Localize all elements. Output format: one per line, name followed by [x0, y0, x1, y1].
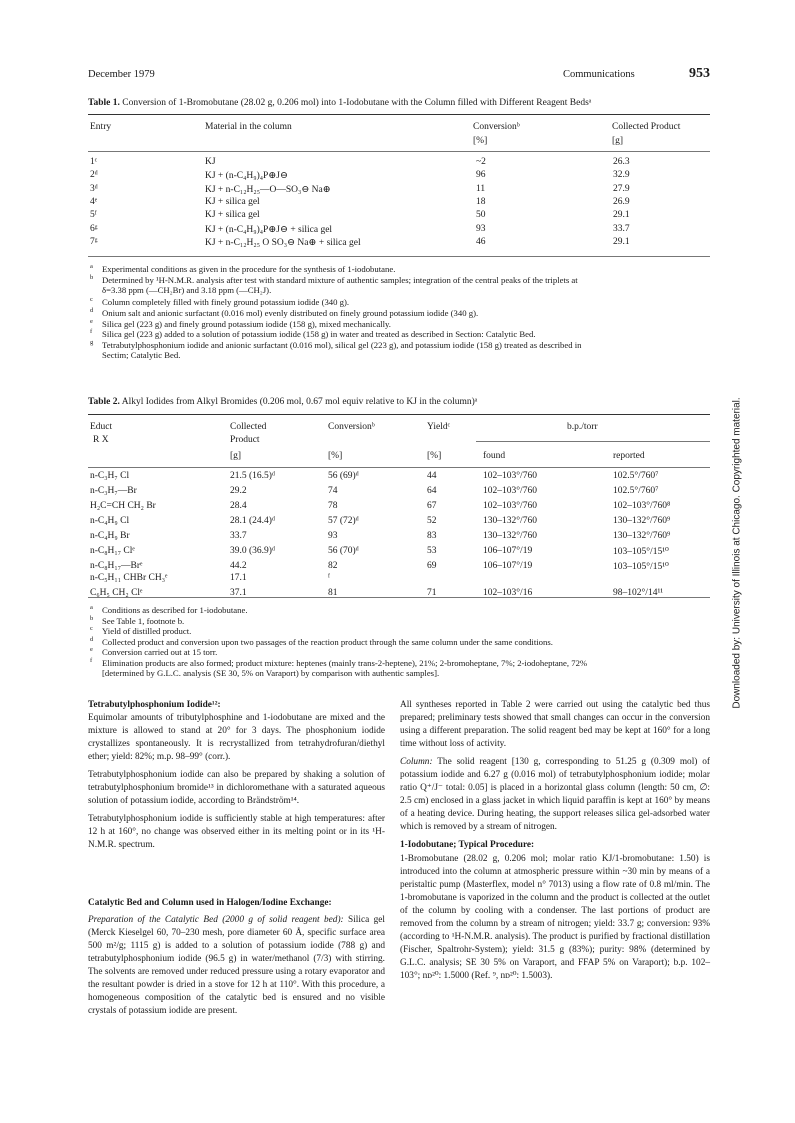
table1-cell-material: KJ + n-C₁₂H₂₅—O—SO₃⊖ Na⊕ [205, 184, 331, 195]
table2-footnote [90, 646, 217, 657]
footnote-text: Conditions as described for 1-iodobutane. [102, 604, 248, 615]
table1-cell-entry: 4ᵉ [90, 196, 98, 207]
footnote-text: Yield of distilled product. [102, 626, 192, 637]
footnote-mark: a [90, 604, 93, 611]
table2-cell-conv: 93 [328, 531, 338, 541]
table2-cell-prod: 37.1 [230, 588, 247, 598]
table2-caption [88, 397, 477, 407]
table2-cell-conv: 81 [328, 588, 338, 598]
table2-cell-conv: 56 (70)ᵈ [328, 546, 359, 556]
table1-cell-material: KJ + silica gel [205, 210, 260, 221]
table2-footnote [90, 615, 184, 626]
paragraph-phosphonium-synthesis: Equimolar amounts of tributylphosphine and 1-iodobutane are mixed and the mixture is allowed to stand at 20° for 3 days. The phosphonium iodide crystallizes spontaneously. It is recrystallized from tetrahydrofuran/diethyl ether; yield: 82%; m.p. 98–99° (corr.). [88, 713, 385, 763]
table2-cell-conv: 78 [328, 501, 338, 511]
table1-cell-entry: 7ᵍ [90, 236, 98, 247]
table2-cell-educt: H₂C=CH CH₂ Br [90, 501, 156, 511]
table1-cell-material: KJ + silica gel [205, 196, 260, 207]
table2-cell-reported: 103–105°/15¹⁰ [613, 562, 669, 572]
table2-cell-educt: n-C₅H₁₁ CHBr CH₃ᵉ [90, 573, 168, 583]
table2-bp-rule [476, 441, 710, 442]
table2-cell-found: 106–107°/19 [483, 561, 533, 571]
table1-footnote [90, 328, 536, 339]
table2-footnote [90, 657, 587, 668]
footnote-mark: e [90, 317, 93, 325]
table1-footnote [90, 339, 582, 350]
table1-header-product-unit: [g] [612, 136, 624, 146]
table1-header-material: Material in the column [205, 122, 292, 132]
table2-cell-reported: 130–132°/760⁹ [613, 531, 671, 541]
table2-cell-reported: 103–105°/15¹⁰ [613, 547, 669, 557]
table2-footnote [90, 604, 248, 615]
table1-bottom-rule [88, 256, 710, 257]
table1-cell-material: KJ + (n-C₄H₉)₄P⊕J⊖ + silica gel [205, 224, 333, 235]
running-section: Communications [563, 69, 635, 80]
footnote-mark: d [90, 635, 94, 643]
table1-cell-prod: 29.1 [613, 236, 630, 247]
footnote-text: See Table 1, footnote b. [102, 615, 185, 626]
table1-header-conversion: Conversionᵇ [473, 122, 520, 132]
table1-header-rule [88, 151, 710, 152]
table2-cell-conv: 57 (72)ᵈ [328, 516, 359, 526]
table1-header-conversion-unit: [%] [473, 136, 488, 146]
table2-footnote [90, 668, 439, 678]
table2-cell-prod: 29.2 [230, 486, 247, 496]
table2-header-g: [g] [230, 451, 242, 461]
footnote-text: Sectim; Catalytic Bed. [102, 350, 181, 361]
table2-cell-prod: 33.7 [230, 531, 247, 541]
table2-header-yield: Yieldᶜ [427, 422, 451, 432]
footnote-text: Elimination products are also formed; product mixture: heptenes (mainly trans-2-heptene), 21%; 2-bromoheptane, 7%; 2-iodoheptane, 72% [102, 657, 588, 668]
table2-header-educt: Educt [90, 422, 113, 432]
right-column [400, 699, 710, 983]
footnote-text: Experimental conditions as given in the procedure for the synthesis of 1-iodobutane. [102, 263, 396, 274]
table1-cell-entry: 6ᵍ [90, 223, 98, 234]
table2-cell-yield: 53 [427, 546, 437, 556]
table2-cell-conv: 82 [328, 561, 338, 571]
table1-footnote [90, 263, 395, 274]
footnote-mark: c [90, 295, 93, 303]
table1-cell-entry: 1ᶜ [90, 157, 98, 167]
table1-header-entry: Entry [90, 122, 112, 132]
table2-cell-yield: 83 [427, 531, 437, 541]
table2-cell-educt: n-C₄H₉ Cl [90, 516, 130, 526]
table1-cell-conv: 96 [476, 170, 486, 181]
table2-top-rule [88, 414, 710, 415]
table2-footnote [90, 625, 191, 636]
table2-cell-reported: 130–132°/760⁹ [613, 516, 671, 526]
table1-cell-prod: 29.1 [613, 210, 630, 221]
table1-footnote [90, 307, 478, 318]
footnote-text: δ=3.38 ppm (—CH₂Br) and 3.18 ppm (—CH₂J). [102, 284, 272, 295]
footnote-text: Onium salt and anionic surfactant (0.016 mol) evenly distributed on finely ground potassium iodide (340 g). [102, 307, 479, 318]
table2-cell-reported: 102.5°/760⁷ [613, 486, 659, 496]
footnote-text: Tetrabutylphosphonium iodide and anionic surfactant (0.016 mol), silical gel (223 g), and potassium iodide (158 g) treated as described in [102, 340, 582, 351]
table1-cell-prod: 33.7 [613, 223, 630, 234]
download-watermark [729, 340, 745, 765]
table1-cell-material: KJ [205, 157, 216, 167]
table2-cell-educt: n-C₈H₁₇—Brᵉ [90, 561, 143, 571]
paragraph-column [400, 756, 710, 834]
heading-tetrabutylphosphonium-iodide: Tetrabutylphosphonium Iodide¹²: [88, 700, 221, 710]
table2-cell-educt: n-C₃H₇ Cl [90, 471, 130, 481]
table1-footnote [90, 296, 349, 307]
footnote-mark: b [90, 273, 94, 281]
footnote-text: Determined by ¹H-N.M.R. analysis after test with standard mixture of authentic samples; integration of the central peaks of the triplets at [102, 274, 578, 285]
footnote-text: Conversion carried out at 15 torr. [102, 647, 218, 658]
table2-cell-found: 102–103°/760 [483, 471, 537, 481]
table2-header-conversion-unit: [%] [328, 451, 343, 461]
table2-cell-found: 102–103°/760 [483, 501, 537, 511]
heading-catalytic-bed: Catalytic Bed and Column used in Halogen/Iodine Exchange: [88, 897, 332, 908]
table2-cell-conv: 74 [328, 486, 338, 496]
download-watermark-text: Downloaded by: University of Illinois at Chicago. Copyrighted material. [731, 396, 743, 709]
table2-bottom-rule [88, 597, 710, 598]
table1-label: Table 1. [88, 98, 120, 108]
table2-cell-found: 130–132°/760 [483, 531, 537, 541]
paragraph-iodobutane-procedure: 1-Bromobutane (28.02 g, 0.206 mol; molar ratio KJ/1-bromobutane: 1.50) is introduced into the column at atmospheric pressure within ~30 min by means of a peristaltic pump (Masterflex, model n° 7013) using a flow rate of 0.8 ml/min. The 1-bromobutane is vaporized in the column and the product is collected at the outlet of the column by cooling with a condenser. The last portions of product are removed from the column by a stream of nitrogen; yield: 33.7 g; conversion: 93% (according to ¹H-N.M.R. analysis). The product is purified by fractional distillation (Fischer, Spaltrohr-System); yield: 31.5 g (83%); purity: 98% (determined by G.L.C. analysis; SE 30 5% on Varaport, and FFAP 5% on Varaport); b.p. 102–103°; nᴅ²⁰: 1.5000 (Ref. ⁹, nᴅ²⁰: 1.5003). [400, 853, 710, 981]
footnote-mark: b [90, 614, 94, 622]
table2-cell-reported: 102–103°/760⁸ [613, 501, 671, 511]
table1-cell-prod: 26.3 [613, 157, 630, 167]
table1-cell-entry: 2ᵈ [90, 170, 98, 181]
table2-header-found: found [483, 451, 506, 461]
table2-cell-prod: 28.4 [230, 501, 247, 511]
table2-header-reported: reported [613, 451, 645, 461]
table2-cell-prod: 28.1 (24.4)ᵈ [230, 516, 275, 526]
table2-cell-yield: 67 [427, 501, 437, 511]
table2-header-rx: R X [93, 435, 109, 445]
table1-footnote [90, 274, 578, 285]
table1-caption [88, 98, 708, 108]
footnote-mark: a [90, 263, 93, 270]
paragraph-syntheses-note: All syntheses reported in Table 2 were carried out using the catalytic bed thus prepared; preliminary tests showed that small changes can occur in the conversion using a different preparation. The solid reagent bed may be kept at 160° for a long time without loss of activity. [400, 700, 710, 750]
table2-cell-prod: 39.0 (36.9)ᵈ [230, 546, 275, 556]
table2-cell-conv: 56 (69)ᵈ [328, 471, 359, 481]
table2-cell-reported: 102.5°/760⁷ [613, 471, 659, 481]
paragraph-phosphonium-stability: Tetrabutylphosphonium iodide is sufficiently stable at high temperatures: after 12 h at 160°, no change was observed either in its melting point or in its ¹H-N.M.R. spectrum. [88, 814, 385, 851]
table2-header-conversion: Conversionᵇ [328, 422, 375, 432]
table1-cell-material: KJ + n-C₁₂H₂₅ O SO₃⊖ Na⊕ + silica gel [205, 237, 361, 248]
table2-header-collected: Collected [230, 422, 267, 432]
table2-cell-yield: 69 [427, 561, 437, 571]
table2-cell-educt: n-C₈H₁₇ Clᵉ [90, 546, 135, 556]
table1-cell-material: KJ + (n-C₄H₉)₄P⊕J⊖ [205, 171, 288, 182]
left-column [88, 699, 385, 1018]
paragraph-catalytic-bed [88, 914, 385, 1018]
footnote-text: Collected product and conversion upon two passages of the reaction product through the same column under the same conditions. [102, 636, 553, 647]
column-subheading: Column: [400, 757, 433, 768]
table2-label: Table 2. [88, 397, 120, 407]
table2-cell-found: 130–132°/760 [483, 516, 537, 526]
table1-cell-conv: 18 [476, 196, 486, 207]
table2-cell-prod: 44.2 [230, 561, 247, 571]
table1-top-rule [88, 114, 710, 115]
table2-cell-yield: 64 [427, 486, 437, 496]
table1-cell-conv: 93 [476, 223, 486, 234]
table2-header-product: Product [230, 435, 260, 445]
table1-footnote [90, 318, 391, 329]
table1-cell-prod: 32.9 [613, 170, 630, 181]
page-number: 953 [689, 66, 710, 81]
table2-header-yield-unit: [%] [427, 451, 442, 461]
table2-cell-found: 106–107°/19 [483, 546, 533, 556]
table2-cell-conv: ᶠ [328, 573, 330, 583]
footnote-text: Silica gel (223 g) added to a solution of potassium iodide (158 g) in water and treated as described in Section: Catalytic Bed. [102, 329, 536, 340]
table2-cell-yield: 52 [427, 516, 437, 526]
footnote-mark: e [90, 646, 93, 654]
table1-footnote [90, 285, 271, 295]
table2-header-bp: b.p./torr [567, 422, 598, 432]
table2-cell-educt: n-C₄H₉ Br [90, 531, 130, 541]
table1-cell-conv: ~2 [476, 157, 486, 167]
table1-cell-prod: 27.9 [613, 183, 630, 194]
table2-title: Alkyl Iodides from Alkyl Bromides (0.206 mol, 0.67 mol equiv relative to KJ in the column)ᵃ [121, 397, 478, 407]
footnote-text: Column completely filled with finely ground potassium iodide (340 g). [102, 296, 350, 307]
table1-cell-prod: 26.9 [613, 196, 630, 207]
footnote-mark: g [90, 339, 94, 347]
footnote-mark: c [90, 625, 93, 633]
catalytic-bed-subheading: Preparation of the Catalytic Bed (2000 g of solid reagent bed): [88, 914, 344, 925]
table2-cell-yield: 44 [427, 471, 437, 481]
footnote-mark: f [90, 657, 93, 664]
column-text: The solid reagent [130 g, corresponding to 51.25 g (0.309 mol) of potassium iodide and 6.27 g (0.016 mol) of tetrabutylphosphonium iodide; molar ratio Q⁺/J⁻ total: 0.05] is placed in a horizontal glass column (length: 50 cm, ∅: 2.5 cm) enclosed in a glass jacket in which liquid paraffin is kept at 160° by means of a heating device. During heating, the support releases silica gel-adsorbed water which is removed by a stream of nitrogen. [400, 757, 710, 833]
table2-cell-educt: n-C₃H₇—Br [90, 486, 137, 496]
table2-cell-yield: 71 [427, 588, 437, 598]
table2-cell-educt: C₆H₅ CH₂ Clᵉ [90, 588, 143, 598]
table1-footnote [90, 350, 180, 360]
table1-cell-conv: 46 [476, 236, 486, 247]
table2-header-rule [88, 467, 710, 468]
running-date: December 1979 [88, 69, 155, 80]
table1-cell-entry: 5ᶠ [90, 210, 97, 221]
paragraph-phosphonium-alternative: Tetrabutylphosphonium iodide can also be prepared by shaking a solution of tetrabutylphosphonium bromide¹³ in dichloromethane with a saturated aqueous solution of potassium iodide, according to Brändström¹⁴. [88, 770, 385, 807]
table2-cell-found: 102–103°/760 [483, 486, 537, 496]
table2-footnote [90, 636, 553, 647]
table1-title: Conversion of 1-Bromobutane (28.02 g, 0.206 mol) into 1-Iodobutane with the Column filled with Different Reagent Bedsᵃ [122, 98, 592, 108]
table2-cell-prod: 17.1 [230, 573, 247, 583]
table2-cell-found: 102–103°/16 [483, 588, 533, 598]
catalytic-bed-text: Silica gel (Merck Kieselgel 60, 70–230 mesh, pore diameter 60 Å, specific surface area 500 m²/g; 1115 g) is added to a solution of potassium iodide (788 g) and tetrabutylphosphonium iodide (96.5 g) in water/methanol (7/3) with stirring. The solvents are removed under reduced pressure using a rotary evaporator and the resultant powder is dried in a stove for 12 h at 110°. With this procedure, a homogeneous composition of the catalytic bed is ensured and no visible crystals of potassium iodide are present. [88, 914, 385, 1016]
footnote-mark: f [90, 328, 93, 336]
table2-cell-prod: 21.5 (16.5)ᵈ [230, 471, 275, 481]
footnote-mark: d [90, 306, 94, 314]
footnote-text: [determined by G.L.C. analysis (SE 30, 5% on Varaport) by comparison with authentic samples]. [102, 667, 440, 678]
table1-header-product: Collected Product [612, 122, 681, 132]
heading-iodobutane-procedure: 1-Iodobutane; Typical Procedure: [400, 840, 535, 851]
table1-cell-conv: 50 [476, 210, 486, 221]
table1-cell-conv: 11 [476, 183, 486, 194]
footnote-text: Silica gel (223 g) and finely ground potassium iodide (158 g), mixed mechanically. [102, 318, 391, 329]
table1-cell-entry: 3ᵈ [90, 183, 98, 194]
table2-cell-reported: 98–102°/14¹¹ [613, 588, 664, 598]
